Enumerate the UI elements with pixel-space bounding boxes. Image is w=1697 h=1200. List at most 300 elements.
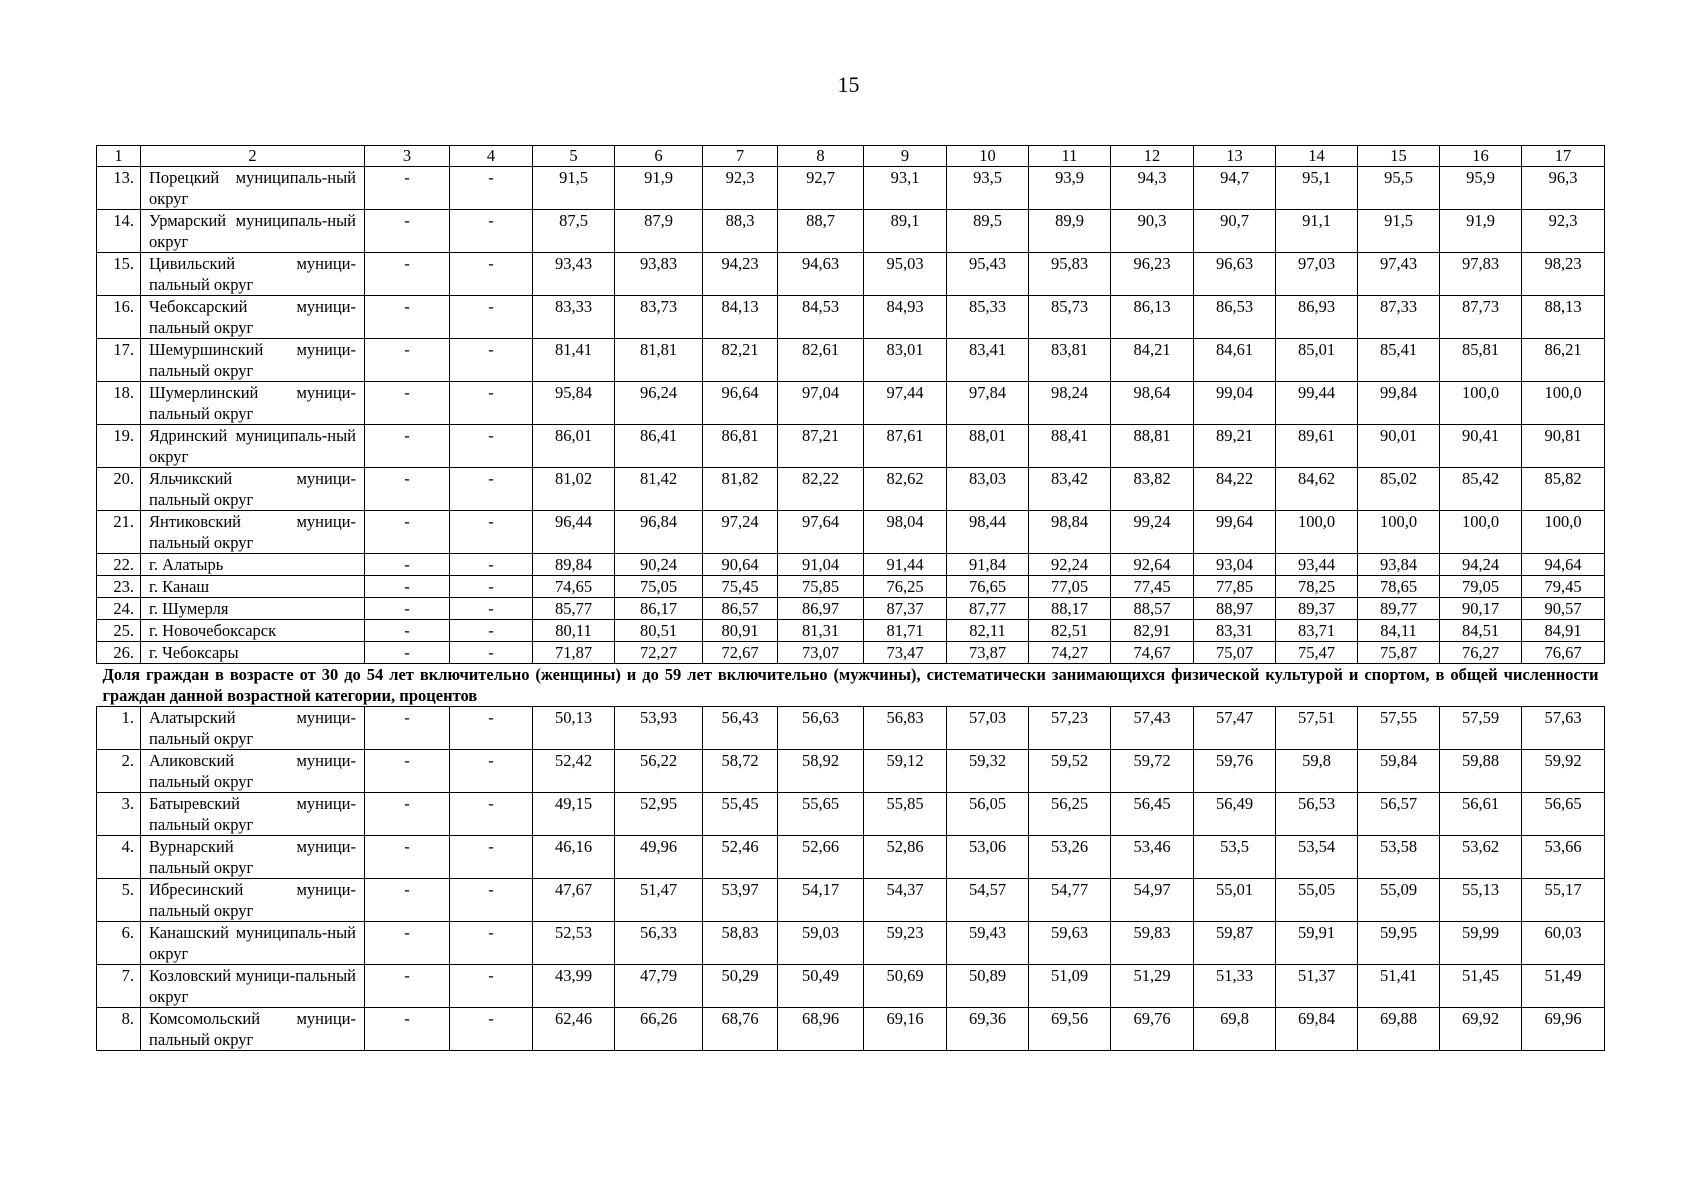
percent-value: 86,13 [1111, 296, 1194, 339]
column-header: 5 [533, 146, 615, 167]
percent-value: 95,83 [1029, 253, 1111, 296]
table-row [97, 210, 1605, 253]
percent-value: 79,45 [1522, 576, 1605, 598]
percent-value: 86,81 [703, 425, 778, 468]
percent-value: 97,84 [947, 382, 1029, 425]
percent-value: 90,17 [1440, 598, 1522, 620]
percent-value: 55,01 [1194, 879, 1276, 922]
percent-value: 96,3 [1522, 167, 1605, 210]
percent-value: 87,9 [615, 210, 703, 253]
percent-value: 91,04 [778, 554, 864, 576]
percent-value: 85,81 [1440, 339, 1522, 382]
column-header: 8 [778, 146, 864, 167]
percent-value: 91,9 [615, 167, 703, 210]
percent-value: 100,0 [1522, 511, 1605, 554]
percent-value: 52,42 [533, 750, 615, 793]
percent-value: 69,96 [1522, 1008, 1605, 1051]
column-3-value: - [365, 425, 450, 468]
percent-value: 84,21 [1111, 339, 1194, 382]
percent-value: 47,67 [533, 879, 615, 922]
percent-value: 72,27 [615, 642, 703, 664]
percent-value: 59,8 [1276, 750, 1358, 793]
column-header: 14 [1276, 146, 1358, 167]
percent-value: 96,64 [703, 382, 778, 425]
percent-value: 94,3 [1111, 167, 1194, 210]
percent-value: 93,5 [947, 167, 1029, 210]
percent-value: 56,61 [1440, 793, 1522, 836]
percent-value: 71,87 [533, 642, 615, 664]
column-3-value: - [365, 382, 450, 425]
column-3-value: - [365, 642, 450, 664]
percent-value: 49,96 [615, 836, 703, 879]
percent-value: 81,42 [615, 468, 703, 511]
percent-value: 76,25 [864, 576, 947, 598]
percent-value: 57,63 [1522, 707, 1605, 750]
percent-value: 90,24 [615, 554, 703, 576]
row-number: 26. [97, 642, 141, 664]
percent-value: 49,15 [533, 793, 615, 836]
percent-value: 54,57 [947, 879, 1029, 922]
percent-value: 57,51 [1276, 707, 1358, 750]
percent-value: 73,07 [778, 642, 864, 664]
percent-value: 55,05 [1276, 879, 1358, 922]
row-number: 16. [97, 296, 141, 339]
percent-value: 59,87 [1194, 922, 1276, 965]
percent-value: 53,93 [615, 707, 703, 750]
row-number: 20. [97, 468, 141, 511]
percent-value: 86,57 [703, 598, 778, 620]
percent-value: 97,43 [1358, 253, 1440, 296]
percent-value: 80,51 [615, 620, 703, 642]
percent-value: 50,29 [703, 965, 778, 1008]
percent-value: 83,82 [1111, 468, 1194, 511]
percent-value: 51,37 [1276, 965, 1358, 1008]
percent-value: 54,77 [1029, 879, 1111, 922]
percent-value: 93,84 [1358, 554, 1440, 576]
row-number: 4. [97, 836, 141, 879]
percent-value: 56,05 [947, 793, 1029, 836]
percent-value: 66,26 [615, 1008, 703, 1051]
percent-value: 51,49 [1522, 965, 1605, 1008]
percent-value: 90,01 [1358, 425, 1440, 468]
percent-value: 51,47 [615, 879, 703, 922]
column-4-value: - [450, 253, 533, 296]
row-number: 25. [97, 620, 141, 642]
percent-value: 96,24 [615, 382, 703, 425]
percent-value: 94,24 [1440, 554, 1522, 576]
percent-value: 97,24 [703, 511, 778, 554]
percent-value: 92,7 [778, 167, 864, 210]
table-row [97, 620, 1605, 642]
municipality-name: г. Алатырь [141, 554, 365, 576]
percent-value: 86,17 [615, 598, 703, 620]
row-number: 17. [97, 339, 141, 382]
percent-value: 55,65 [778, 793, 864, 836]
column-4-value: - [450, 750, 533, 793]
percent-value: 87,5 [533, 210, 615, 253]
percent-value: 69,88 [1358, 1008, 1440, 1051]
percent-value: 53,58 [1358, 836, 1440, 879]
percent-value: 81,71 [864, 620, 947, 642]
municipality-name: г. Шумерля [141, 598, 365, 620]
municipality-name: Ядринский муниципаль-ный округ [141, 425, 365, 468]
percent-value: 53,06 [947, 836, 1029, 879]
percent-value: 50,89 [947, 965, 1029, 1008]
percent-value: 89,37 [1276, 598, 1358, 620]
percent-value: 84,62 [1276, 468, 1358, 511]
percent-value: 82,61 [778, 339, 864, 382]
percent-value: 85,02 [1358, 468, 1440, 511]
column-header: 11 [1029, 146, 1111, 167]
municipality-name: Аликовский муници-пальный округ [141, 750, 365, 793]
percent-value: 83,71 [1276, 620, 1358, 642]
column-header: 16 [1440, 146, 1522, 167]
percent-value: 81,31 [778, 620, 864, 642]
percent-value: 50,13 [533, 707, 615, 750]
municipality-name: Алатырский муници-пальный округ [141, 707, 365, 750]
percent-value: 85,42 [1440, 468, 1522, 511]
percent-value: 98,44 [947, 511, 1029, 554]
percent-value: 75,07 [1194, 642, 1276, 664]
municipality-name: Чебоксарский муници-пальный округ [141, 296, 365, 339]
column-3-value: - [365, 511, 450, 554]
percent-value: 59,23 [864, 922, 947, 965]
percent-value: 58,92 [778, 750, 864, 793]
percent-value: 69,84 [1276, 1008, 1358, 1051]
percent-value: 74,27 [1029, 642, 1111, 664]
percent-value: 75,45 [703, 576, 778, 598]
percent-value: 59,83 [1111, 922, 1194, 965]
percent-value: 51,33 [1194, 965, 1276, 1008]
percent-value: 56,57 [1358, 793, 1440, 836]
table-row [97, 750, 1605, 793]
column-3-value: - [365, 167, 450, 210]
column-3-value: - [365, 296, 450, 339]
percent-value: 95,5 [1358, 167, 1440, 210]
row-number: 3. [97, 793, 141, 836]
table-row [97, 167, 1605, 210]
percent-value: 59,32 [947, 750, 1029, 793]
column-4-value: - [450, 468, 533, 511]
percent-value: 85,82 [1522, 468, 1605, 511]
percent-value: 60,03 [1522, 922, 1605, 965]
table-row [97, 554, 1605, 576]
percent-value: 68,76 [703, 1008, 778, 1051]
percent-value: 97,83 [1440, 253, 1522, 296]
column-4-value: - [450, 576, 533, 598]
percent-value: 76,65 [947, 576, 1029, 598]
percent-value: 90,81 [1522, 425, 1605, 468]
percent-value: 93,1 [864, 167, 947, 210]
percent-value: 51,45 [1440, 965, 1522, 1008]
row-number: 5. [97, 879, 141, 922]
percent-value: 59,52 [1029, 750, 1111, 793]
percent-value: 51,09 [1029, 965, 1111, 1008]
percent-value: 58,83 [703, 922, 778, 965]
municipality-name: Шемуршинский муници-пальный округ [141, 339, 365, 382]
percent-value: 87,73 [1440, 296, 1522, 339]
row-number: 13. [97, 167, 141, 210]
municipality-name: Цивильский муници-пальный округ [141, 253, 365, 296]
percent-value: 81,81 [615, 339, 703, 382]
column-4-value: - [450, 1008, 533, 1051]
percent-value: 83,81 [1029, 339, 1111, 382]
percent-value: 59,84 [1358, 750, 1440, 793]
percent-value: 59,63 [1029, 922, 1111, 965]
percent-value: 91,84 [947, 554, 1029, 576]
percent-value: 93,83 [615, 253, 703, 296]
row-number: 15. [97, 253, 141, 296]
column-3-value: - [365, 1008, 450, 1051]
percent-value: 78,65 [1358, 576, 1440, 598]
percent-value: 88,17 [1029, 598, 1111, 620]
row-number: 14. [97, 210, 141, 253]
column-4-value: - [450, 296, 533, 339]
percent-value: 93,04 [1194, 554, 1276, 576]
percent-value: 79,05 [1440, 576, 1522, 598]
percent-value: 75,85 [778, 576, 864, 598]
percent-value: 84,61 [1194, 339, 1276, 382]
percent-value: 62,46 [533, 1008, 615, 1051]
table-body [97, 146, 1605, 1051]
percent-value: 94,7 [1194, 167, 1276, 210]
percent-value: 69,56 [1029, 1008, 1111, 1051]
percent-value: 56,45 [1111, 793, 1194, 836]
percent-value: 90,41 [1440, 425, 1522, 468]
percent-value: 57,03 [947, 707, 1029, 750]
percent-value: 68,96 [778, 1008, 864, 1051]
row-number: 6. [97, 922, 141, 965]
percent-value: 59,72 [1111, 750, 1194, 793]
column-4-value: - [450, 598, 533, 620]
percent-value: 74,65 [533, 576, 615, 598]
percent-value: 56,83 [864, 707, 947, 750]
percent-value: 85,41 [1358, 339, 1440, 382]
percent-value: 55,17 [1522, 879, 1605, 922]
column-4-value: - [450, 167, 533, 210]
percent-value: 83,41 [947, 339, 1029, 382]
percent-value: 75,05 [615, 576, 703, 598]
percent-value: 83,31 [1194, 620, 1276, 642]
percent-value: 56,22 [615, 750, 703, 793]
percent-value: 95,03 [864, 253, 947, 296]
percent-value: 53,26 [1029, 836, 1111, 879]
table-row [97, 879, 1605, 922]
percent-value: 84,91 [1522, 620, 1605, 642]
percent-value: 52,46 [703, 836, 778, 879]
percent-value: 98,04 [864, 511, 947, 554]
percent-value: 90,64 [703, 554, 778, 576]
percent-value: 59,95 [1358, 922, 1440, 965]
row-number: 1. [97, 707, 141, 750]
percent-value: 82,21 [703, 339, 778, 382]
percent-value: 57,59 [1440, 707, 1522, 750]
percent-value: 52,53 [533, 922, 615, 965]
table-row [97, 598, 1605, 620]
column-4-value: - [450, 382, 533, 425]
percent-value: 50,49 [778, 965, 864, 1008]
column-4-value: - [450, 793, 533, 836]
data-table [96, 145, 1605, 1051]
municipality-name: Батыревский муници-пальный округ [141, 793, 365, 836]
percent-value: 85,33 [947, 296, 1029, 339]
percent-value: 54,97 [1111, 879, 1194, 922]
percent-value: 95,84 [533, 382, 615, 425]
percent-value: 52,86 [864, 836, 947, 879]
percent-value: 87,61 [864, 425, 947, 468]
column-4-value: - [450, 965, 533, 1008]
percent-value: 84,11 [1358, 620, 1440, 642]
municipality-name: Урмарский муниципаль-ный округ [141, 210, 365, 253]
percent-value: 82,11 [947, 620, 1029, 642]
percent-value: 69,92 [1440, 1008, 1522, 1051]
percent-value: 51,29 [1111, 965, 1194, 1008]
percent-value: 99,84 [1358, 382, 1440, 425]
column-4-value: - [450, 425, 533, 468]
percent-value: 82,22 [778, 468, 864, 511]
percent-value: 69,8 [1194, 1008, 1276, 1051]
percent-value: 69,36 [947, 1008, 1029, 1051]
percent-value: 84,53 [778, 296, 864, 339]
municipality-name: г. Чебоксары [141, 642, 365, 664]
percent-value: 99,24 [1111, 511, 1194, 554]
percent-value: 54,37 [864, 879, 947, 922]
percent-value: 92,64 [1111, 554, 1194, 576]
column-4-value: - [450, 554, 533, 576]
percent-value: 93,43 [533, 253, 615, 296]
percent-value: 100,0 [1522, 382, 1605, 425]
section-heading: Доля граждан в возрасте от 30 до 54 лет включительно (женщины) и до 59 лет включительно (мужчины), систематически занимающихся физической культурой и спортом, в общей численности граждан данной возрастной категории, процентов [97, 664, 1605, 707]
percent-value: 100,0 [1276, 511, 1358, 554]
percent-value: 84,93 [864, 296, 947, 339]
table-row [97, 511, 1605, 554]
percent-value: 91,5 [533, 167, 615, 210]
table-row [97, 707, 1605, 750]
percent-value: 93,44 [1276, 554, 1358, 576]
percent-value: 80,91 [703, 620, 778, 642]
percent-value: 55,45 [703, 793, 778, 836]
percent-value: 47,79 [615, 965, 703, 1008]
percent-value: 82,91 [1111, 620, 1194, 642]
percent-value: 84,13 [703, 296, 778, 339]
percent-value: 50,69 [864, 965, 947, 1008]
percent-value: 87,77 [947, 598, 1029, 620]
percent-value: 73,87 [947, 642, 1029, 664]
percent-value: 54,17 [778, 879, 864, 922]
percent-value: 88,01 [947, 425, 1029, 468]
percent-value: 55,85 [864, 793, 947, 836]
table-row [97, 253, 1605, 296]
percent-value: 77,05 [1029, 576, 1111, 598]
percent-value: 52,95 [615, 793, 703, 836]
percent-value: 86,41 [615, 425, 703, 468]
column-4-value: - [450, 836, 533, 879]
row-number: 21. [97, 511, 141, 554]
percent-value: 92,24 [1029, 554, 1111, 576]
row-number: 8. [97, 1008, 141, 1051]
municipality-name: Вурнарский муници-пальный округ [141, 836, 365, 879]
percent-value: 53,62 [1440, 836, 1522, 879]
row-number: 24. [97, 598, 141, 620]
percent-value: 94,23 [703, 253, 778, 296]
column-3-value: - [365, 339, 450, 382]
percent-value: 97,04 [778, 382, 864, 425]
municipality-name: г. Новочебоксарск [141, 620, 365, 642]
municipality-name: Шумерлинский муници-пальный округ [141, 382, 365, 425]
percent-value: 95,9 [1440, 167, 1522, 210]
percent-value: 88,7 [778, 210, 864, 253]
column-header: 9 [864, 146, 947, 167]
percent-value: 85,77 [533, 598, 615, 620]
percent-value: 56,25 [1029, 793, 1111, 836]
table-row [97, 339, 1605, 382]
percent-value: 75,47 [1276, 642, 1358, 664]
percent-value: 86,21 [1522, 339, 1605, 382]
table-row [97, 793, 1605, 836]
percent-value: 59,43 [947, 922, 1029, 965]
percent-value: 88,81 [1111, 425, 1194, 468]
percent-value: 57,47 [1194, 707, 1276, 750]
column-header: 3 [365, 146, 450, 167]
percent-value: 94,64 [1522, 554, 1605, 576]
percent-value: 89,1 [864, 210, 947, 253]
municipality-name: Канашский муниципаль-ный округ [141, 922, 365, 965]
column-header: 10 [947, 146, 1029, 167]
percent-value: 89,9 [1029, 210, 1111, 253]
percent-value: 88,13 [1522, 296, 1605, 339]
column-4-value: - [450, 210, 533, 253]
column-3-value: - [365, 707, 450, 750]
column-3-value: - [365, 750, 450, 793]
percent-value: 55,09 [1358, 879, 1440, 922]
percent-value: 89,61 [1276, 425, 1358, 468]
percent-value: 81,82 [703, 468, 778, 511]
percent-value: 56,33 [615, 922, 703, 965]
percent-value: 59,76 [1194, 750, 1276, 793]
municipality-name: Козловский муници-пальный округ [141, 965, 365, 1008]
percent-value: 87,21 [778, 425, 864, 468]
table-row [97, 965, 1605, 1008]
percent-value: 56,53 [1276, 793, 1358, 836]
percent-value: 53,54 [1276, 836, 1358, 879]
percent-value: 57,55 [1358, 707, 1440, 750]
percent-value: 52,66 [778, 836, 864, 879]
percent-value: 93,9 [1029, 167, 1111, 210]
percent-value: 53,5 [1194, 836, 1276, 879]
percent-value: 43,99 [533, 965, 615, 1008]
percent-value: 88,57 [1111, 598, 1194, 620]
column-header: 2 [141, 146, 365, 167]
percent-value: 100,0 [1440, 382, 1522, 425]
percent-value: 81,02 [533, 468, 615, 511]
percent-value: 59,12 [864, 750, 947, 793]
percent-value: 98,84 [1029, 511, 1111, 554]
column-3-value: - [365, 879, 450, 922]
municipality-name: Ибресинский муници-пальный округ [141, 879, 365, 922]
percent-value: 88,41 [1029, 425, 1111, 468]
percent-value: 56,43 [703, 707, 778, 750]
percent-value: 88,97 [1194, 598, 1276, 620]
percent-value: 55,13 [1440, 879, 1522, 922]
percent-value: 87,33 [1358, 296, 1440, 339]
column-4-value: - [450, 642, 533, 664]
percent-value: 89,84 [533, 554, 615, 576]
percent-value: 91,5 [1358, 210, 1440, 253]
row-number: 22. [97, 554, 141, 576]
row-number: 18. [97, 382, 141, 425]
percent-value: 59,88 [1440, 750, 1522, 793]
percent-value: 75,87 [1358, 642, 1440, 664]
